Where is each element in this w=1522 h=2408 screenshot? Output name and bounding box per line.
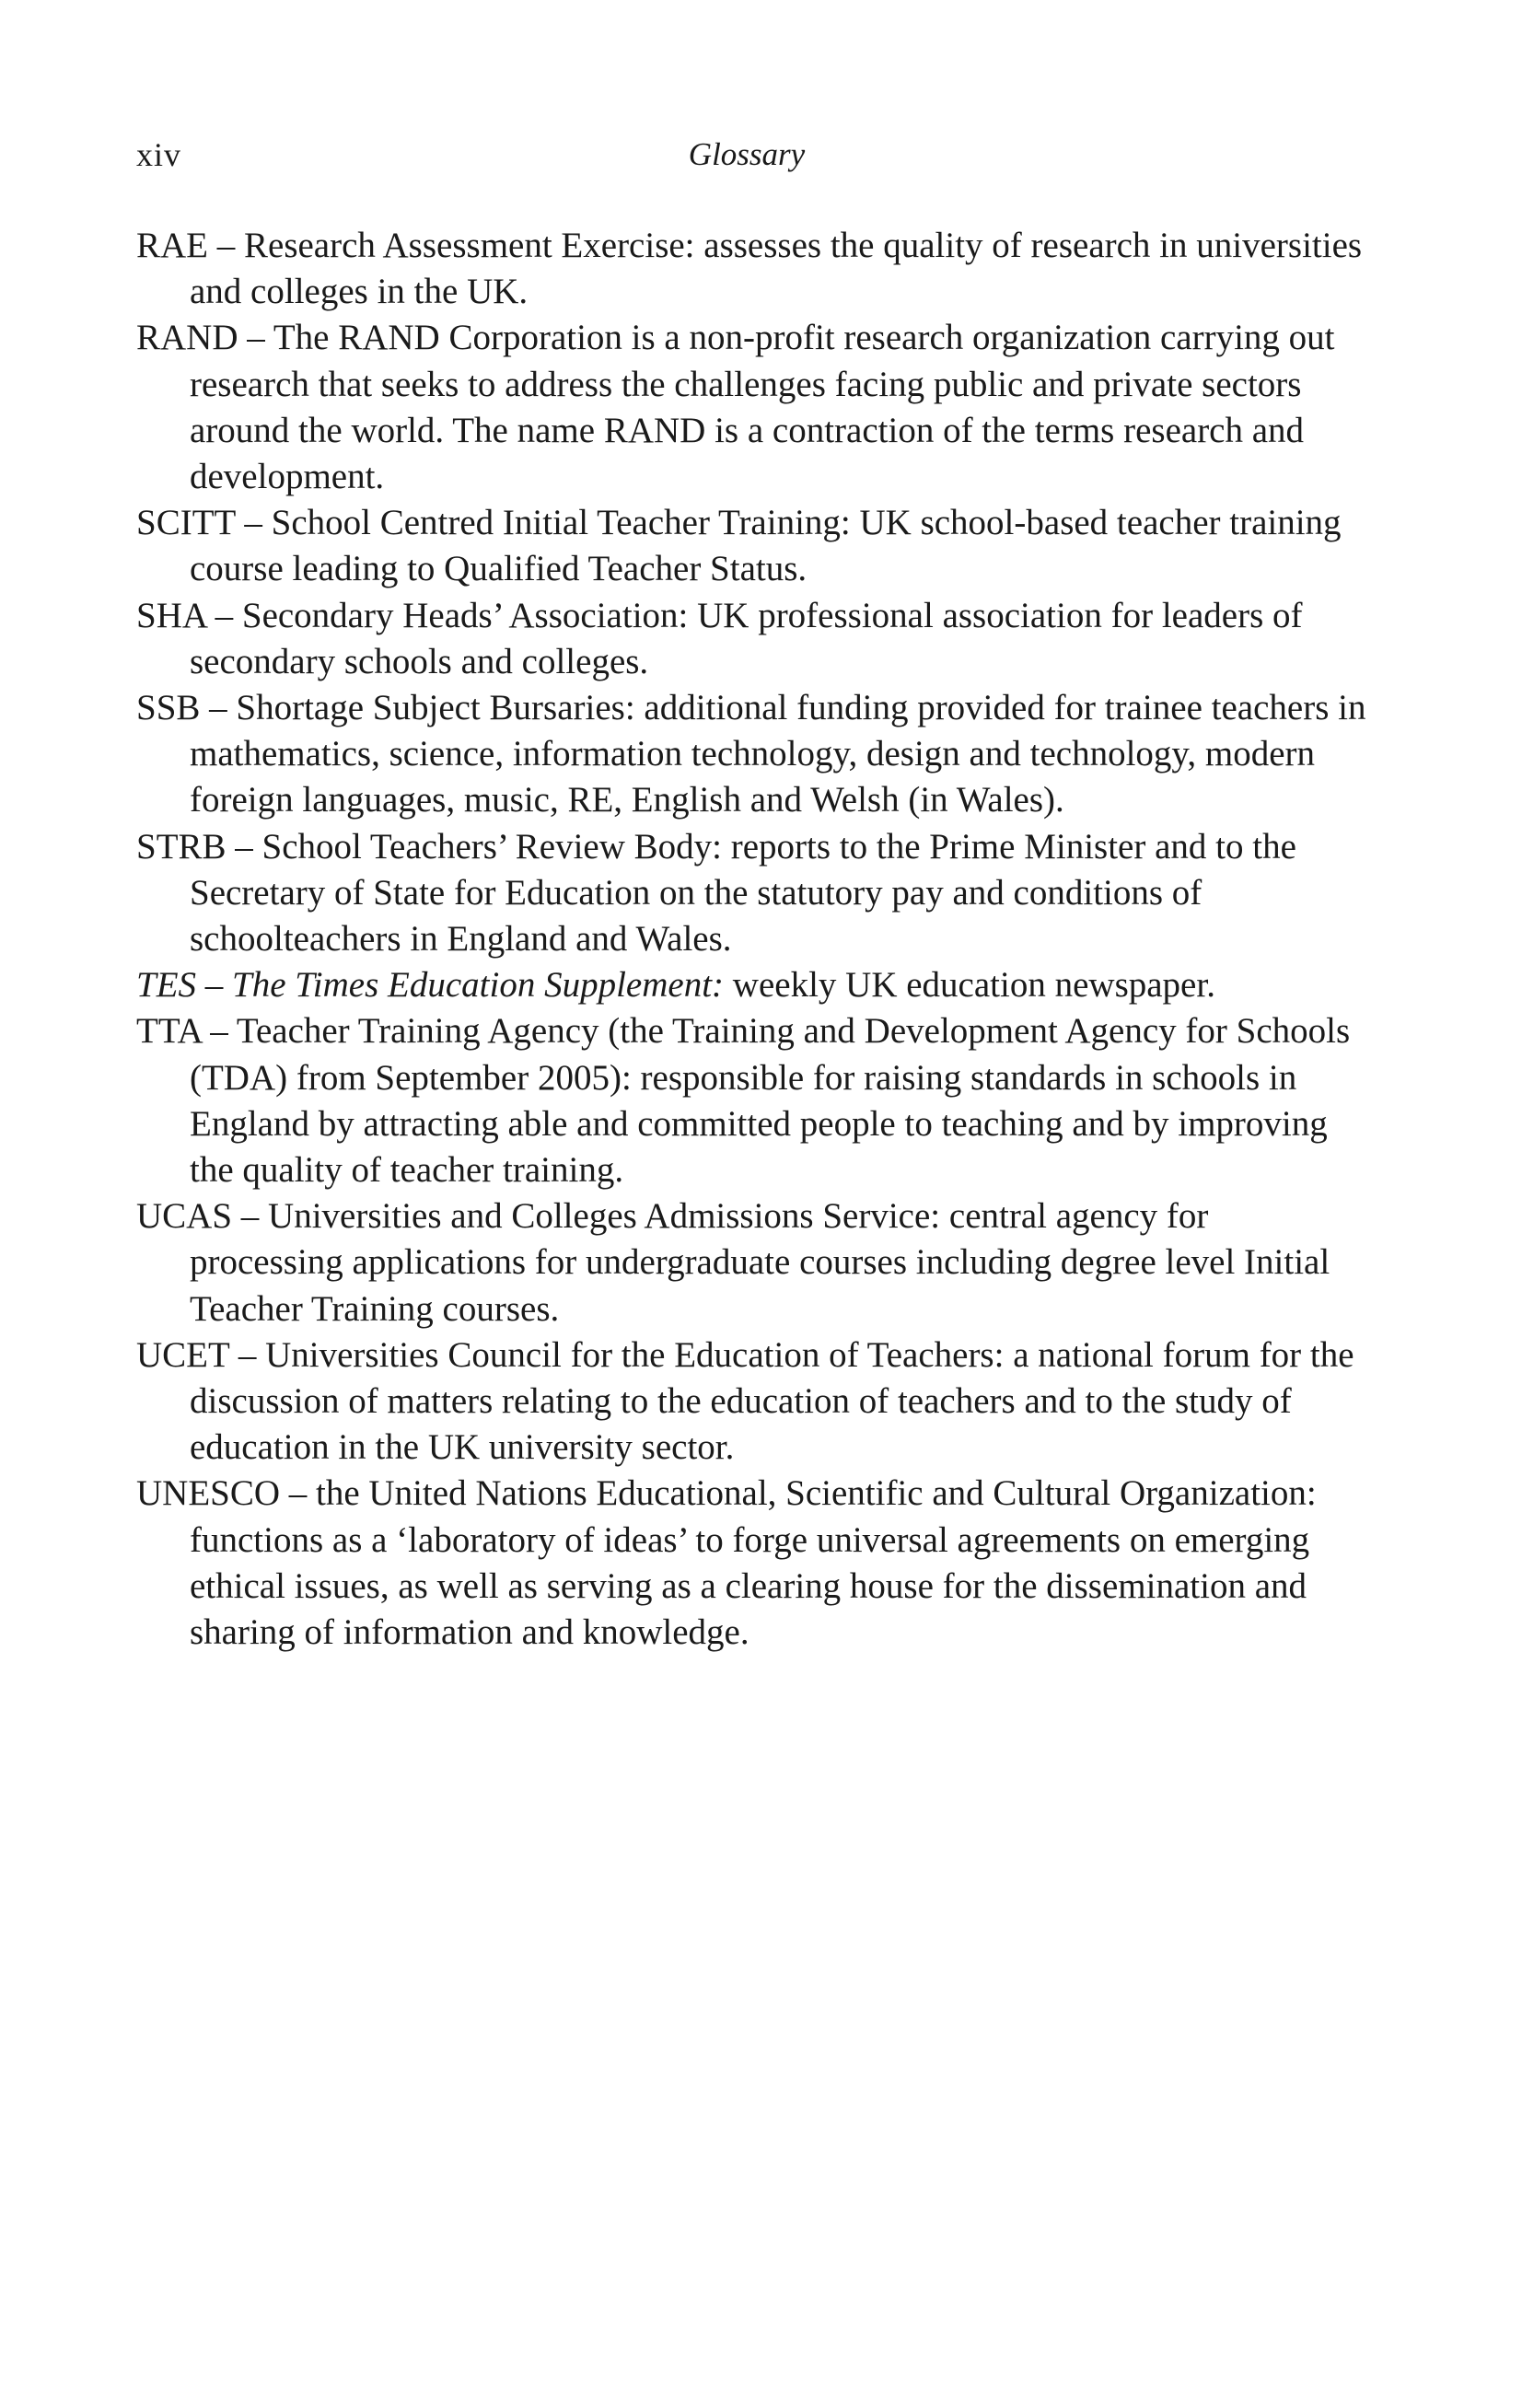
glossary-term: SCITT xyxy=(136,503,236,543)
glossary-term: SSB xyxy=(136,688,201,728)
glossary-entry-tta: TTA – Teacher Training Agency (the Training and Development Agency for Schools (TDA) from September 2005): responsible for raising standards in schools in England by attracting able and committed people to teaching and by improving the quality of teacher training. xyxy=(136,1011,1351,1191)
glossary-term: RAND xyxy=(136,318,238,358)
glossary-definition: the United Nations Educational, Scientific and Cultural Organization: functions as a ‘laboratory of ideas’ to forge universal agreements on emerging ethical issues, as well as serving as a clearing house for the dissemination and sharing of information and knowledge. xyxy=(190,1473,1317,1653)
glossary-entry-tes: TES – The Times Education Supplement: weekly UK education newspaper. xyxy=(136,965,1215,1006)
glossary-definition: Secondary Heads’ Association: UK professional association for leaders of secondary schools and colleges. xyxy=(190,595,1303,681)
glossary-entry-ssb: SSB – Shortage Subject Bursaries: additional funding provided for trainee teachers in mathematics, science, information technology, design and technology, modern foreign languages, music, RE, English and Welsh (in Wales). xyxy=(136,688,1366,820)
glossary-definition: The RAND Corporation is a non-profit research organization carrying out research that seeks to address the challenges facing public and private sectors around the world. The name RAND is a contraction of the terms research and development. xyxy=(190,318,1335,497)
glossary-entry-rand: RAND – The RAND Corporation is a non-profit research organization carrying out research that seeks to address the challenges facing public and private sectors around the world. The name RAND is a contraction of the terms research and development. xyxy=(136,318,1335,497)
glossary-list xyxy=(136,223,1370,1656)
glossary-entry-scitt: SCITT – School Centred Initial Teacher Training: UK school-based teacher training course leading to Qualified Teacher Status. xyxy=(136,503,1342,589)
glossary-term: TES xyxy=(136,965,197,1006)
glossary-definition: Universities Council for the Education of Teachers: a national forum for the discussion of matters relating to the education of teachers and to the study of education in the UK university sector. xyxy=(190,1334,1354,1468)
glossary-definition: Shortage Subject Bursaries: additional funding provided for trainee teachers in mathematics, science, information technology, design and technology, modern foreign languages, music, RE, English and Welsh (in Wales). xyxy=(190,688,1366,820)
glossary-definition: Teacher Training Agency (the Training and Development Agency for Schools (TDA) from September 2005): responsible for raising standards in schools in England by attracting able and committed people to teaching and by improving the quality of teacher training. xyxy=(190,1011,1351,1191)
glossary-definition: Universities and Colleges Admissions Service: central agency for processing applications for undergraduate courses including degree level Initial Teacher Training courses. xyxy=(190,1196,1330,1329)
running-title: Glossary xyxy=(688,136,806,172)
glossary-entry-ucas: UCAS – Universities and Colleges Admissions Service: central agency for processing applications for undergraduate courses including degree level Initial Teacher Training courses. xyxy=(136,1196,1330,1329)
glossary-entry-unesco: UNESCO – the United Nations Educational, Scientific and Cultural Organization: functions as a ‘laboratory of ideas’ to forge universal agreements on emerging ethical issues, as well as serving as a clearing house for the dissemination and sharing of information and knowledge. xyxy=(136,1473,1317,1653)
glossary-definition: School Centred Initial Teacher Training: UK school-based teacher training course leading to Qualified Teacher Status. xyxy=(190,503,1342,589)
glossary-entry-ucet: UCET – Universities Council for the Education of Teachers: a national forum for the discussion of matters relating to the education of teachers and to the study of education in the UK university sector. xyxy=(136,1334,1354,1468)
glossary-entry-sha: SHA – Secondary Heads’ Association: UK professional association for leaders of secondary schools and colleges. xyxy=(136,595,1303,681)
glossary-term: SHA xyxy=(136,595,206,635)
glossary-term: UCET xyxy=(136,1334,230,1375)
glossary-definition: Research Assessment Exercise: assesses the quality of research in universities and colleges in the UK. xyxy=(190,226,1363,312)
glossary-definition: weekly UK education newspaper. xyxy=(732,965,1215,1006)
glossary-term: RAE xyxy=(136,226,208,265)
glossary-term: STRB xyxy=(136,826,227,867)
glossary-entry-rae: RAE – Research Assessment Exercise: assesses the quality of research in universities and colleges in the UK. xyxy=(136,226,1363,312)
running-head xyxy=(136,127,1357,182)
publication-title: The Times Education Supplement: xyxy=(232,965,725,1006)
glossary-term: UNESCO xyxy=(136,1473,281,1514)
glossary-term: TTA xyxy=(136,1011,202,1052)
glossary-term: UCAS xyxy=(136,1196,233,1237)
page-number: xiv xyxy=(136,136,182,173)
glossary-entry-strb: STRB – School Teachers’ Review Body: reports to the Prime Minister and to the Secretary of State for Education on the statutory pay and conditions of schoolteachers in England and Wales. xyxy=(136,826,1296,960)
glossary-definition: School Teachers’ Review Body: reports to the Prime Minister and to the Secretary of State for Education on the statutory pay and conditions of schoolteachers in England and Wales. xyxy=(190,826,1296,960)
